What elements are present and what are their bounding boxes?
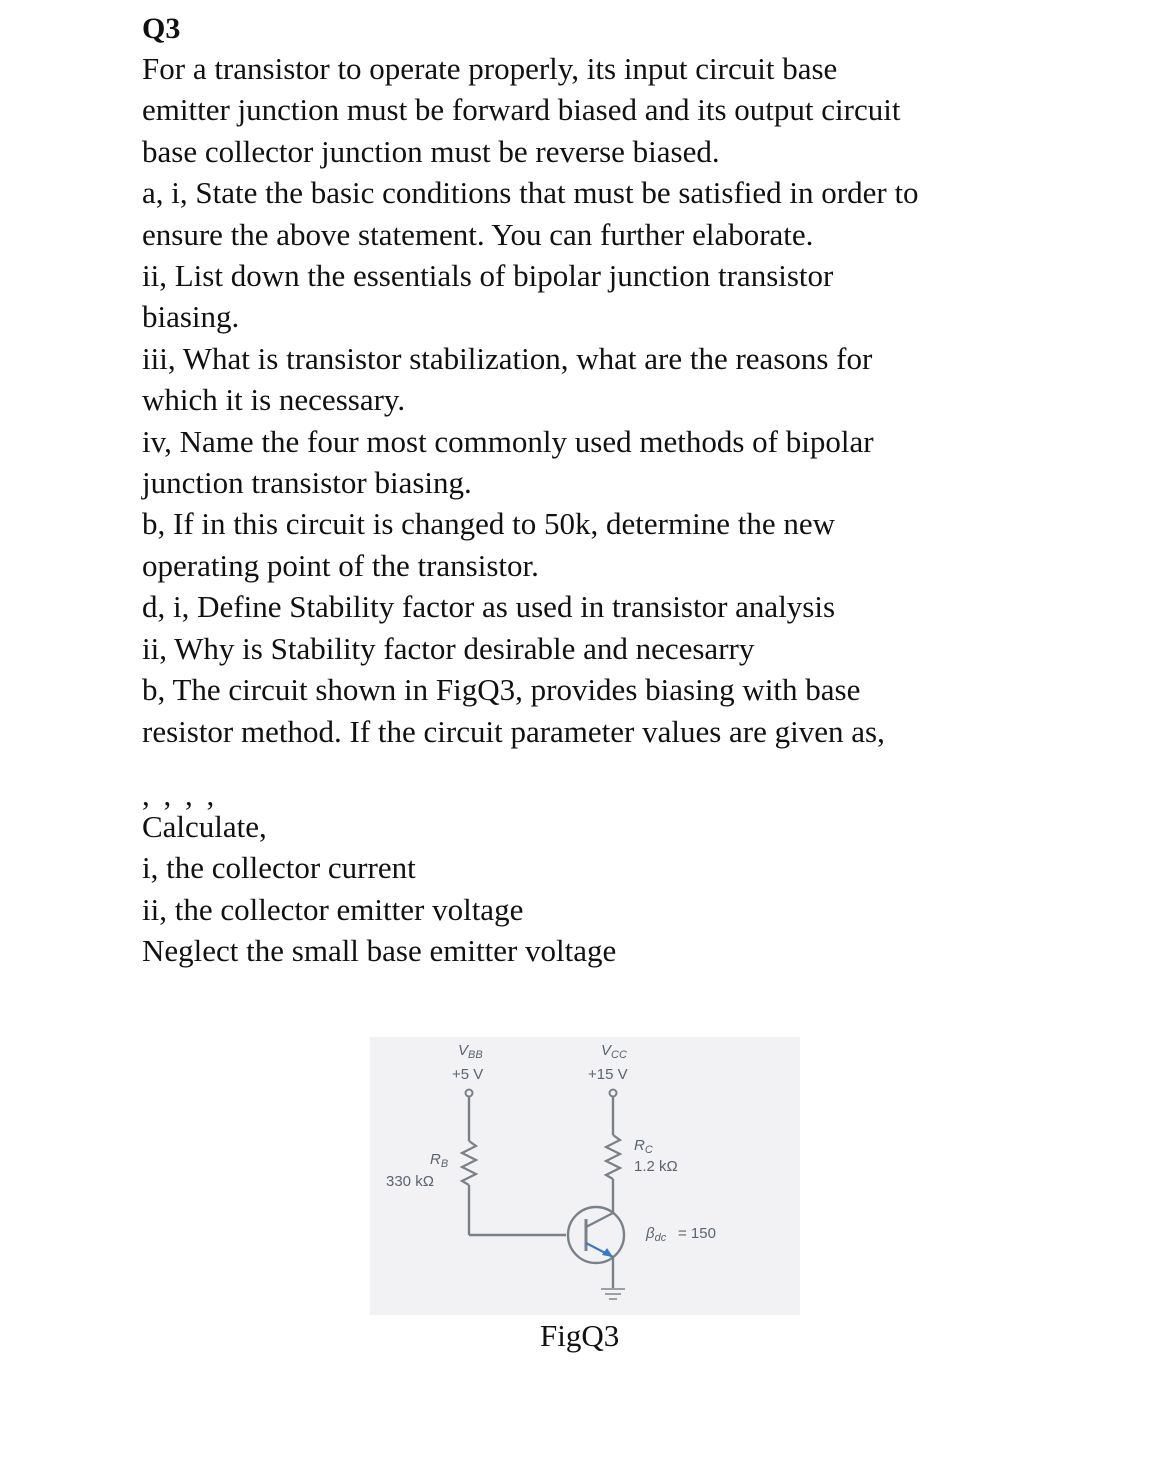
calculate-line: Calculate,	[142, 808, 267, 844]
part-d-i: d, i, Define Stability factor as used in transistor analysis	[142, 589, 836, 625]
calc-i-line: i, the collector current	[142, 850, 416, 886]
part-b1-line-2: operating point of the transistor.	[142, 547, 539, 583]
part-b2-line-2: resistor method. If the circuit parameter values are given as,	[142, 713, 885, 749]
vcc-label: $V_{CC}$	[601, 1042, 627, 1061]
neglect-line: Neglect the small base emitter voltage	[142, 933, 617, 969]
vbb-value: +5 V	[452, 1066, 484, 1083]
part-a-i-line-2: ensure the above statement. You can further elaborate.	[142, 216, 814, 252]
beta-value: = 150	[678, 1225, 716, 1242]
part-a-iv-line-1: iv, Name the four most commonly used methods of bipolar	[142, 423, 874, 459]
part-a-iii-line-2: which it is necessary.	[142, 382, 406, 418]
intro-line-1: For a transistor to operate properly, its input circuit base	[142, 51, 838, 86]
circuit-figure	[370, 1037, 800, 1315]
calc-ii-line: ii, the collector emitter voltage	[142, 891, 524, 927]
circuit-diagram	[370, 1037, 800, 1315]
missing-values-commas: , , , ,	[142, 776, 218, 812]
question-text	[142, 10, 1102, 972]
vcc-value: +15 V	[588, 1066, 628, 1083]
part-a-iii-line-1: iii, What is transistor stabilization, what are the reasons for	[142, 340, 873, 376]
part-b1-line-1: b, If in this circuit is changed to 50k, determine the new	[142, 506, 836, 542]
vbb-label: $V_{BB}$	[458, 1042, 483, 1061]
intro-line-2: emitter junction must be forward biased and its output circuit	[142, 92, 901, 128]
part-a-ii-line-1: ii, List down the essentials of bipolar junction transistor	[142, 258, 834, 294]
beta-label: $\beta_{dc}$	[646, 1225, 667, 1244]
part-a-ii-line-2: biasing.	[142, 299, 240, 335]
rc-label: $R_C$	[634, 1137, 653, 1156]
figure-caption: FigQ3	[540, 1318, 620, 1353]
part-b2-line-1: b, The circuit shown in FigQ3, provides biasing with base	[142, 672, 861, 708]
blank-gap	[142, 752, 1102, 784]
rb-label: $R_B$	[430, 1151, 449, 1170]
figure-background	[370, 1037, 800, 1315]
part-d-ii: ii, Why is Stability factor desirable and necesarry	[142, 630, 755, 666]
intro-line-3: base collector junction must be reverse biased.	[142, 133, 720, 169]
question-title: Q3	[142, 12, 181, 45]
part-a-i-line-1: a, i, State the basic conditions that must be satisfied in order to	[142, 175, 919, 211]
rc-value: 1.2 kΩ	[634, 1158, 678, 1175]
part-a-iv-line-2: junction transistor biasing.	[142, 465, 472, 501]
rb-value: 330 kΩ	[386, 1173, 434, 1190]
